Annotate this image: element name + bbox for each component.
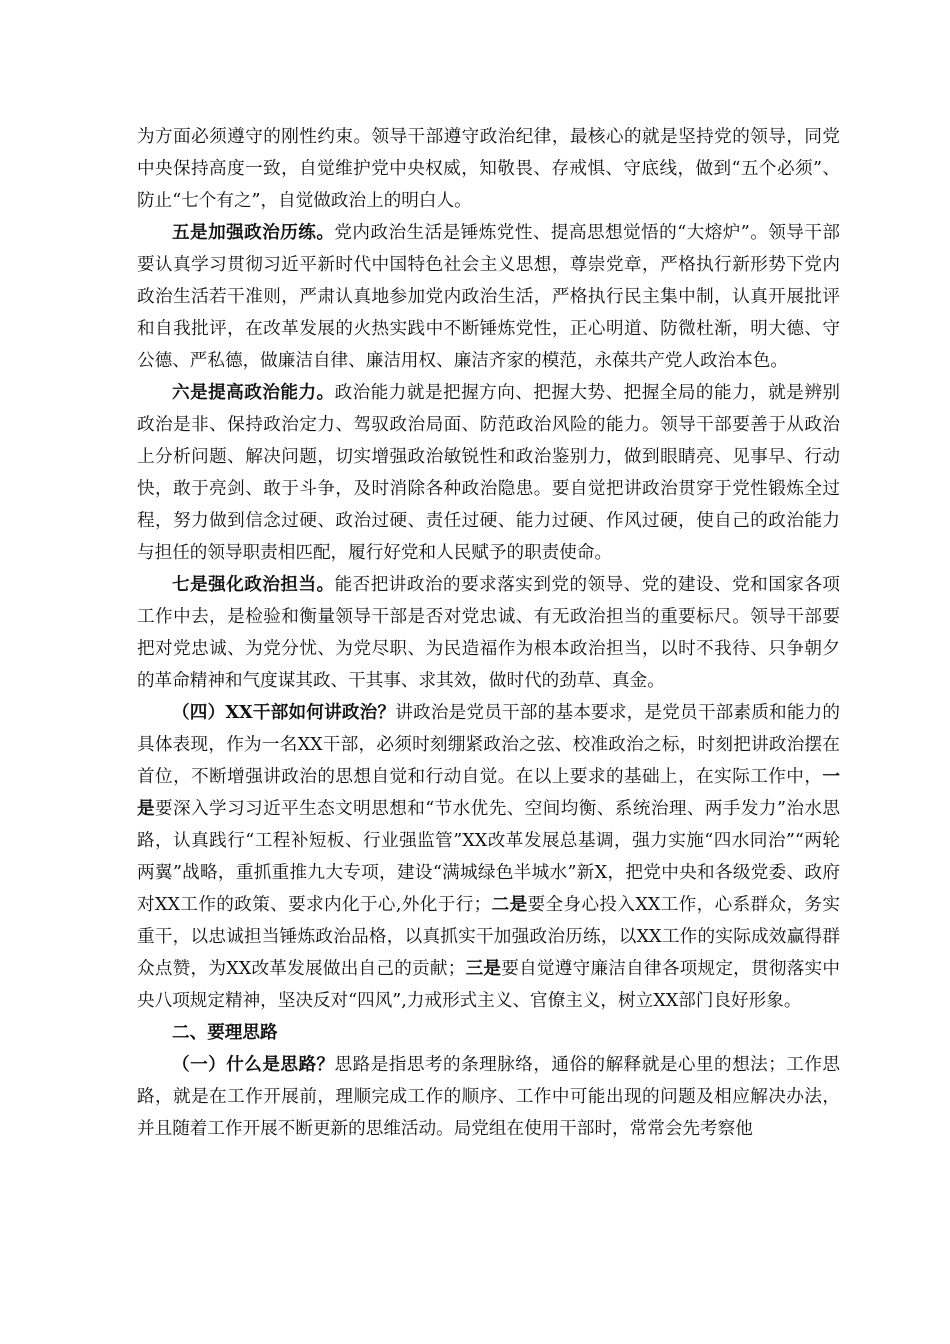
bold-text-run: 二、要理思路 — [172, 1022, 278, 1043]
text-run: 要全身心投入XX工作，心系群众，务实重干，以忠诚担当锤炼政治品格，以真抓实干加强政治历练，以XX工作的实际成效赢得群众点赞，为XX改革发展做出自己的贡献； — [137, 895, 840, 979]
paragraph-4 — [137, 697, 840, 1017]
bold-text-run: 一是 — [137, 766, 840, 819]
paragraph-3 — [137, 569, 840, 697]
text-run: 讲政治是党员干部的基本要求，是党员干部素质和能力的具体表现，作为一名XX干部，必须时刻绷紧政治之弦、校准政治之标，时刻把讲政治摆在首位，不断增强讲政治的思想自觉和行动自觉。在以上要求的基础上，在实际工作中， — [137, 703, 840, 787]
bold-text-run: （一）什么是思路？ — [172, 1054, 335, 1075]
text-run: 要深入学习习近平生态文明思想和“节水优先、空间均衡、系统治理、两手发力”治水思路，认真践行“工程补短板、行业强监管”XX改革发展总基调，强力实施“四水同治”“两轮两翼”战略，重抓重推九大专项，建设“满城绿色半城水”新X，把党中央和各级党委、政府对XX工作的政策、要求内化于心,外化于行； — [137, 799, 840, 915]
bold-text-run: 六是提高政治能力。 — [172, 382, 335, 403]
text-run: 党内政治生活是锤炼党性、提高思想觉悟的“大熔炉”。领导干部要认真学习贯彻习近平新时代中国特色社会主义思想，尊崇党章，严格执行新形势下党内政治生活若干准则，严肃认真地参加党内政治生活，严格执行民主集中制，认真开展批评和自我批评，在改革发展的火热实践中不断锤炼党性，正心明道、防微杜渐，明大德、守公德、严私德，做廉洁自律、廉洁用权、廉洁齐家的模范，永葆共产党人政治本色。 — [137, 223, 840, 371]
text-run: 政治能力就是把握方向、把握大势、把握全局的能力，就是辨别政治是非、保持政治定力、驾驭政治局面、防范政治风险的能力。领导干部要善于从政治上分析问题、解决问题，切实增强政治敏锐性和政治鉴别力，做到眼睛亮、见事早、行动快，敢于亮剑、敢于斗争，及时消除各种政治隐患。要自觉把讲政治贯穿于党性锻炼全过程，努力做到信念过硬、政治过硬、责任过硬、能力过硬、作风过硬，使自己的政治能力与担任的领导职责相匹配，履行好党和人民赋予的职责使命。 — [137, 383, 840, 563]
bold-text-run: （四）XX干部如何讲政治？ — [172, 702, 396, 723]
paragraph-5 — [137, 1017, 840, 1049]
bold-text-run: 三是 — [465, 958, 502, 979]
bold-text-run: 五是加强政治历练。 — [172, 222, 335, 243]
bold-text-run: 二是 — [491, 894, 528, 915]
paragraph-2 — [137, 377, 840, 569]
paragraph-0 — [137, 121, 840, 217]
text-run: 能否把讲政治的要求落实到党的领导、党的建设、党和国家各项工作中去，是检验和衡量领导干部是否对党忠诚、有无政治担当的重要标尺。领导干部要把对党忠诚、为党分忧、为党尽职、为民造福作为根本政治担当，以时不我待、只争朝夕的革命精神和气度谋其政、干其事、求其效，做时代的劲草、真金。 — [137, 575, 840, 691]
text-run: 要自觉遵守廉洁自律各项规定，贯彻落实中央八项规定精神，坚决反对“四风”,力戒形式主义、官僚主义，树立XX部门良好形象。 — [137, 959, 840, 1011]
text-run: 为方面必须遵守的刚性约束。领导干部遵守政治纪律，最核心的就是坚持党的领导，同党中央保持高度一致，自觉维护党中央权威，知敬畏、存戒惧、守底线，做到“五个必须”、防止“七个有之”，自觉做政治上的明白人。 — [137, 127, 840, 211]
paragraph-1 — [137, 217, 840, 377]
document-page — [137, 121, 840, 1145]
text-run: 思路是指思考的条理脉络，通俗的解释就是心里的想法；工作思路，就是在工作开展前，理顺完成工作的顺序、工作中可能出现的问题及相应解决办法，并且随着工作开展不断更新的思维活动。局党组在使用干部时，常常会先考察他 — [137, 1055, 840, 1139]
bold-text-run: 七是强化政治担当。 — [172, 574, 335, 595]
paragraph-6 — [137, 1049, 840, 1145]
